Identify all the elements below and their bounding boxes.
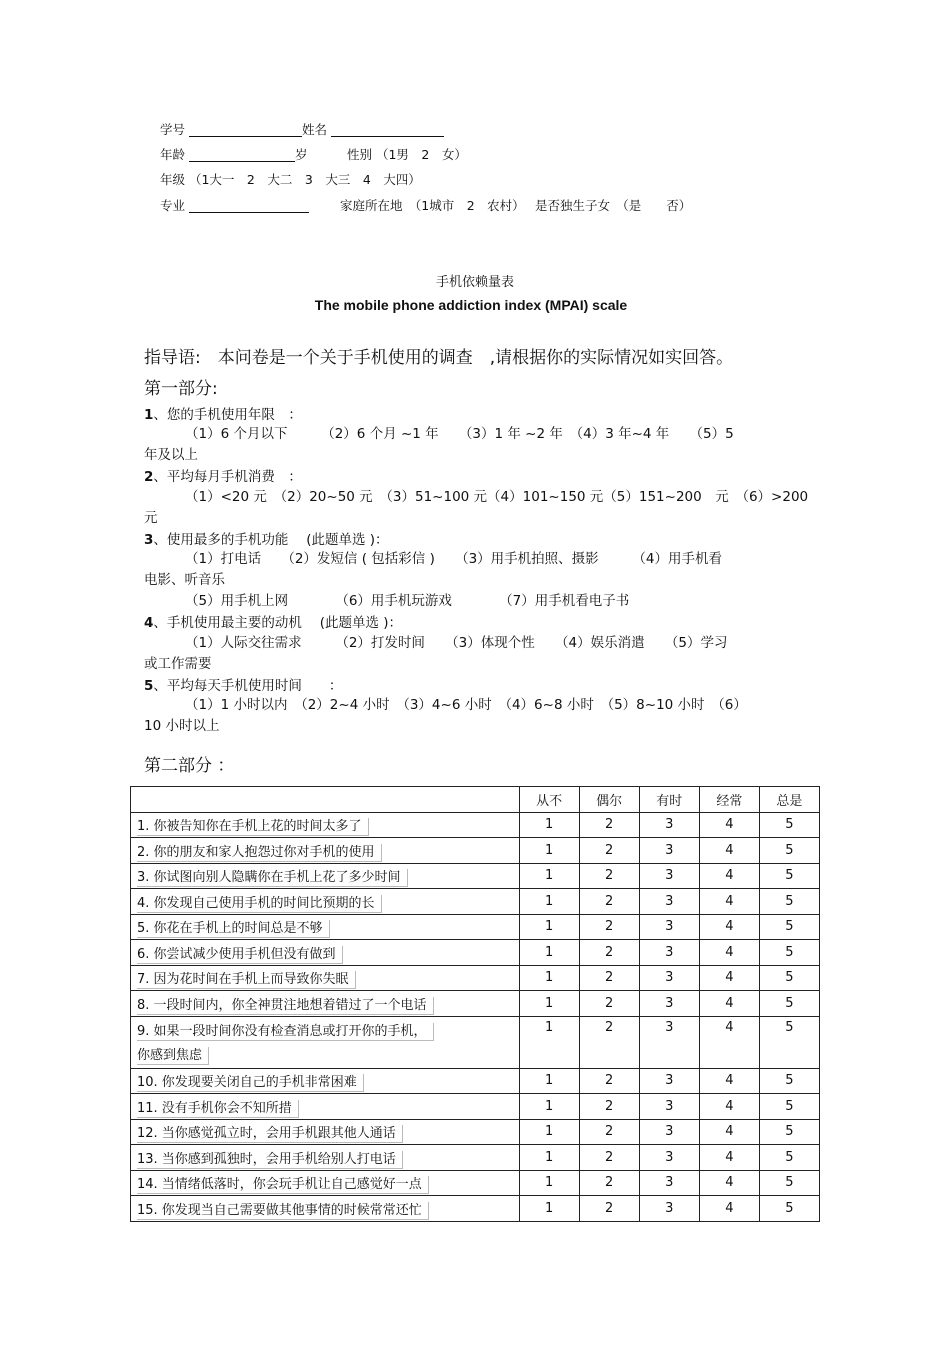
score-option[interactable]: 5 (759, 1170, 819, 1196)
question-2 (144, 467, 302, 488)
question-5-number: 5 (144, 678, 154, 694)
item-text (131, 965, 520, 991)
item-label: 3. 你试图向别人隐瞒你在手机上花了多少时间 (137, 869, 408, 887)
title-cn: 手机依赖量表 (435, 275, 514, 290)
score-option[interactable]: 2 (579, 812, 639, 838)
score-option[interactable]: 4 (699, 812, 759, 838)
score-option[interactable]: 5 (759, 838, 819, 864)
table-header-cell: 偶尔 (579, 787, 639, 813)
item-text (131, 991, 520, 1017)
item-text (131, 863, 520, 889)
table-row (131, 965, 820, 991)
name-label: 姓名 (302, 122, 328, 137)
age-label: 年龄 (160, 147, 186, 162)
score-option[interactable]: 3 (639, 1119, 699, 1145)
part2-heading: 第二部分 ： (144, 756, 235, 776)
score-option[interactable]: 2 (579, 965, 639, 991)
score-option[interactable]: 3 (639, 838, 699, 864)
score-option[interactable]: 4 (699, 838, 759, 864)
table-header-cell: 总是 (759, 787, 819, 813)
score-option[interactable]: 5 (759, 940, 819, 966)
question-5-text: 、平均每天手机使用时间 ： (153, 678, 343, 694)
score-option[interactable]: 5 (759, 1094, 819, 1120)
question-3-options-2[interactable]: （5）用手机上网 （6）用手机玩游戏 （7）用手机看电子书 (185, 593, 630, 609)
score-option[interactable]: 3 (639, 1016, 699, 1068)
score-option[interactable]: 4 (699, 914, 759, 940)
score-option[interactable]: 3 (639, 991, 699, 1017)
score-option[interactable]: 4 (699, 1016, 759, 1068)
score-option[interactable]: 4 (699, 1145, 759, 1171)
question-5-options-cont: 10 小时以上 (144, 718, 220, 734)
score-option[interactable]: 1 (519, 1196, 579, 1222)
table-header-cell: 有时 (639, 787, 699, 813)
question-1-text: 、您的手机使用年限 ： (153, 407, 302, 423)
item-label: 1. 你被告知你在手机上花的时间太多了 (137, 818, 369, 836)
question-1 (144, 405, 302, 426)
score-option[interactable]: 5 (759, 863, 819, 889)
item-text (131, 914, 520, 940)
table-row (131, 1068, 820, 1094)
score-option[interactable]: 1 (519, 1016, 579, 1068)
score-option[interactable]: 1 (519, 965, 579, 991)
table-header-cell (131, 787, 520, 813)
score-option[interactable]: 2 (579, 1196, 639, 1222)
score-option[interactable]: 2 (579, 1119, 639, 1145)
major-row (160, 196, 309, 214)
table-row (131, 863, 820, 889)
item-text (131, 1170, 520, 1196)
score-option[interactable]: 5 (759, 1016, 819, 1068)
question-2-text: 、平均每月手机消费 ： (153, 469, 302, 485)
age-unit: 岁 (295, 147, 308, 162)
score-option[interactable]: 3 (639, 1094, 699, 1120)
question-2-options-cont: 元 (144, 510, 158, 526)
score-option[interactable]: 1 (519, 1094, 579, 1120)
score-option[interactable]: 3 (639, 889, 699, 915)
table-row (131, 1170, 820, 1196)
score-option[interactable]: 4 (699, 1119, 759, 1145)
score-option[interactable]: 3 (639, 1196, 699, 1222)
major-field[interactable] (189, 198, 309, 213)
age-row (160, 145, 308, 163)
score-option[interactable]: 1 (519, 1119, 579, 1145)
table-row (131, 1196, 820, 1222)
question-4 (144, 613, 402, 634)
student-id-field[interactable] (189, 122, 302, 137)
score-option[interactable]: 4 (699, 1196, 759, 1222)
question-3-text: 、使用最多的手机功能 (此题单选 )： (153, 532, 389, 548)
item-text (131, 812, 520, 838)
score-option[interactable]: 3 (639, 812, 699, 838)
table-header-cell: 经常 (699, 787, 759, 813)
score-option[interactable]: 5 (759, 1068, 819, 1094)
score-option[interactable]: 1 (519, 838, 579, 864)
score-option[interactable]: 5 (759, 1196, 819, 1222)
score-option[interactable]: 4 (699, 1094, 759, 1120)
guide-text: 指导语: 本问卷是一个关于手机使用的调查 ,请根据你的实际情况如实回答。 (144, 348, 734, 368)
score-option[interactable]: 2 (579, 1170, 639, 1196)
question-3-options-cont: 电影、听音乐 (144, 572, 225, 588)
score-option[interactable]: 1 (519, 914, 579, 940)
table-row (131, 1016, 820, 1068)
item-label: 4. 你发现自己使用手机的时间比预期的长 (137, 895, 382, 913)
score-option[interactable]: 2 (579, 940, 639, 966)
question-1-options-cont: 年及以上 (144, 447, 198, 463)
question-1-options[interactable]: （1）6 个月以下 （2）6 个月 ~1 年 （3）1 年 ~2 年 （4）3 年~4 年 （5）5 (185, 426, 734, 442)
item-text (131, 1094, 520, 1120)
table-row (131, 812, 820, 838)
score-option[interactable]: 4 (699, 863, 759, 889)
item-text (131, 940, 520, 966)
score-option[interactable]: 5 (759, 812, 819, 838)
student-id-label: 学号 (160, 122, 186, 137)
score-option[interactable]: 5 (759, 889, 819, 915)
table-row (131, 1119, 820, 1145)
table-row (131, 838, 820, 864)
table-row (131, 991, 820, 1017)
item-label: 5. 你花在手机上的时间总是不够 (137, 920, 330, 938)
score-option[interactable]: 5 (759, 991, 819, 1017)
question-4-text: 、手机使用最主要的动机 (此题单选 )： (153, 615, 403, 631)
item-text (131, 838, 520, 864)
score-option[interactable]: 1 (519, 1170, 579, 1196)
score-option[interactable]: 4 (699, 1170, 759, 1196)
name-field[interactable] (331, 122, 444, 137)
grade-option[interactable]: 年级 （1大一 2 大二 3 大三 4 大四） (160, 172, 421, 187)
score-option[interactable]: 2 (579, 1016, 639, 1068)
item-text (131, 1145, 520, 1171)
score-option[interactable]: 3 (639, 940, 699, 966)
item-text (131, 1119, 520, 1145)
item-label: 9. 如果一段时间你没有检查消息或打开你的手机， (137, 1023, 434, 1041)
question-3-number: 3 (144, 532, 154, 548)
question-5 (144, 676, 342, 697)
question-1-number: 1 (144, 407, 154, 423)
score-option[interactable]: 3 (639, 914, 699, 940)
score-option[interactable]: 2 (579, 889, 639, 915)
score-option[interactable]: 3 (639, 863, 699, 889)
item-label: 8. 一段时间内，你全神贯注地想着错过了一个电话 (137, 997, 434, 1015)
table-header-row (131, 787, 820, 813)
score-option[interactable]: 2 (579, 1068, 639, 1094)
score-option[interactable]: 1 (519, 940, 579, 966)
score-option[interactable]: 5 (759, 965, 819, 991)
table-header-cell: 从不 (519, 787, 579, 813)
score-option[interactable]: 5 (759, 1119, 819, 1145)
score-option[interactable]: 3 (639, 1170, 699, 1196)
score-option[interactable]: 1 (519, 889, 579, 915)
score-option[interactable]: 1 (519, 812, 579, 838)
item-label-line2: 你感到焦虑 (137, 1047, 209, 1065)
question-2-options[interactable]: （1）<20 元 （2）20~50 元 （3）51~100 元（4）101~150 元（5）151~200 元 （6）>200 (185, 489, 809, 505)
question-5-options[interactable]: （1）1 小时以内 （2）2~4 小时 （3）4~6 小时 （4）6~8 小时 （5）8~10 小时 （6） (185, 697, 747, 713)
score-option[interactable]: 2 (579, 914, 639, 940)
item-label: 12. 当你感觉孤立时，会用手机跟其他人通话 (137, 1125, 403, 1143)
score-option[interactable]: 1 (519, 1145, 579, 1171)
title-en: The mobile phone addiction index (MPAI) scale (314, 297, 628, 313)
score-option[interactable]: 3 (639, 965, 699, 991)
item-label: 2. 你的朋友和家人抱怨过你对手机的使用 (137, 844, 382, 862)
item-text (131, 1068, 520, 1094)
student-id-row (160, 120, 444, 138)
table-row (131, 1145, 820, 1171)
score-option[interactable]: 2 (579, 863, 639, 889)
score-option[interactable]: 5 (759, 914, 819, 940)
table-row (131, 889, 820, 915)
score-option[interactable]: 3 (639, 1145, 699, 1171)
question-4-options-cont: 或工作需要 (144, 656, 212, 672)
item-label: 6. 你尝试减少使用手机但没有做到 (137, 946, 343, 964)
score-option[interactable]: 1 (519, 1068, 579, 1094)
only-child-option[interactable]: 是否独生子女 （是 否） (535, 198, 692, 213)
item-label: 15. 你发现当自己需要做其他事情的时候常常还忙 (137, 1202, 429, 1220)
item-label: 11. 没有手机你会不知所措 (137, 1100, 299, 1118)
score-option[interactable]: 4 (699, 1068, 759, 1094)
table-row (131, 940, 820, 966)
question-2-number: 2 (144, 469, 154, 485)
table-row (131, 1094, 820, 1120)
home-option[interactable]: 家庭所在地 （1城市 2 农村） (340, 198, 525, 213)
score-option[interactable]: 2 (579, 1145, 639, 1171)
score-option[interactable]: 2 (579, 1094, 639, 1120)
score-option[interactable]: 1 (519, 991, 579, 1017)
score-option[interactable]: 1 (519, 863, 579, 889)
score-option[interactable]: 4 (699, 965, 759, 991)
major-label: 专业 (160, 198, 186, 213)
item-label: 7. 因为花时间在手机上而导致你失眠 (137, 971, 356, 989)
item-label: 10. 你发现要关闭自己的手机非常困难 (137, 1074, 364, 1092)
question-4-number: 4 (144, 615, 154, 631)
score-option[interactable]: 5 (759, 1145, 819, 1171)
item-label: 13. 当你感到孤独时，会用手机给别人打电话 (137, 1151, 403, 1169)
item-text (131, 889, 520, 915)
question-3-options[interactable]: （1）打电话 （2）发短信 ( 包括彩信 ) （3）用手机拍照、摄影 （4）用手机看 (185, 551, 723, 567)
part1-heading: 第一部分: (144, 379, 218, 399)
score-option[interactable]: 4 (699, 889, 759, 915)
age-field[interactable] (189, 147, 295, 162)
item-text (131, 1196, 520, 1222)
score-option[interactable]: 4 (699, 991, 759, 1017)
score-option[interactable]: 2 (579, 838, 639, 864)
mpai-scale-table (130, 786, 820, 1222)
item-text (131, 1016, 520, 1068)
table-row (131, 914, 820, 940)
question-3 (144, 530, 389, 551)
item-label: 14. 当情绪低落时，你会玩手机让自己感觉好一点 (137, 1176, 429, 1194)
gender-option[interactable]: 性别 （1男 2 女） (347, 147, 467, 162)
question-4-options[interactable]: （1）人际交往需求 （2）打发时间 （3）体现个性 （4）娱乐消遣 （5）学习 (185, 635, 728, 651)
score-option[interactable]: 2 (579, 991, 639, 1017)
score-option[interactable]: 4 (699, 940, 759, 966)
score-option[interactable]: 3 (639, 1068, 699, 1094)
